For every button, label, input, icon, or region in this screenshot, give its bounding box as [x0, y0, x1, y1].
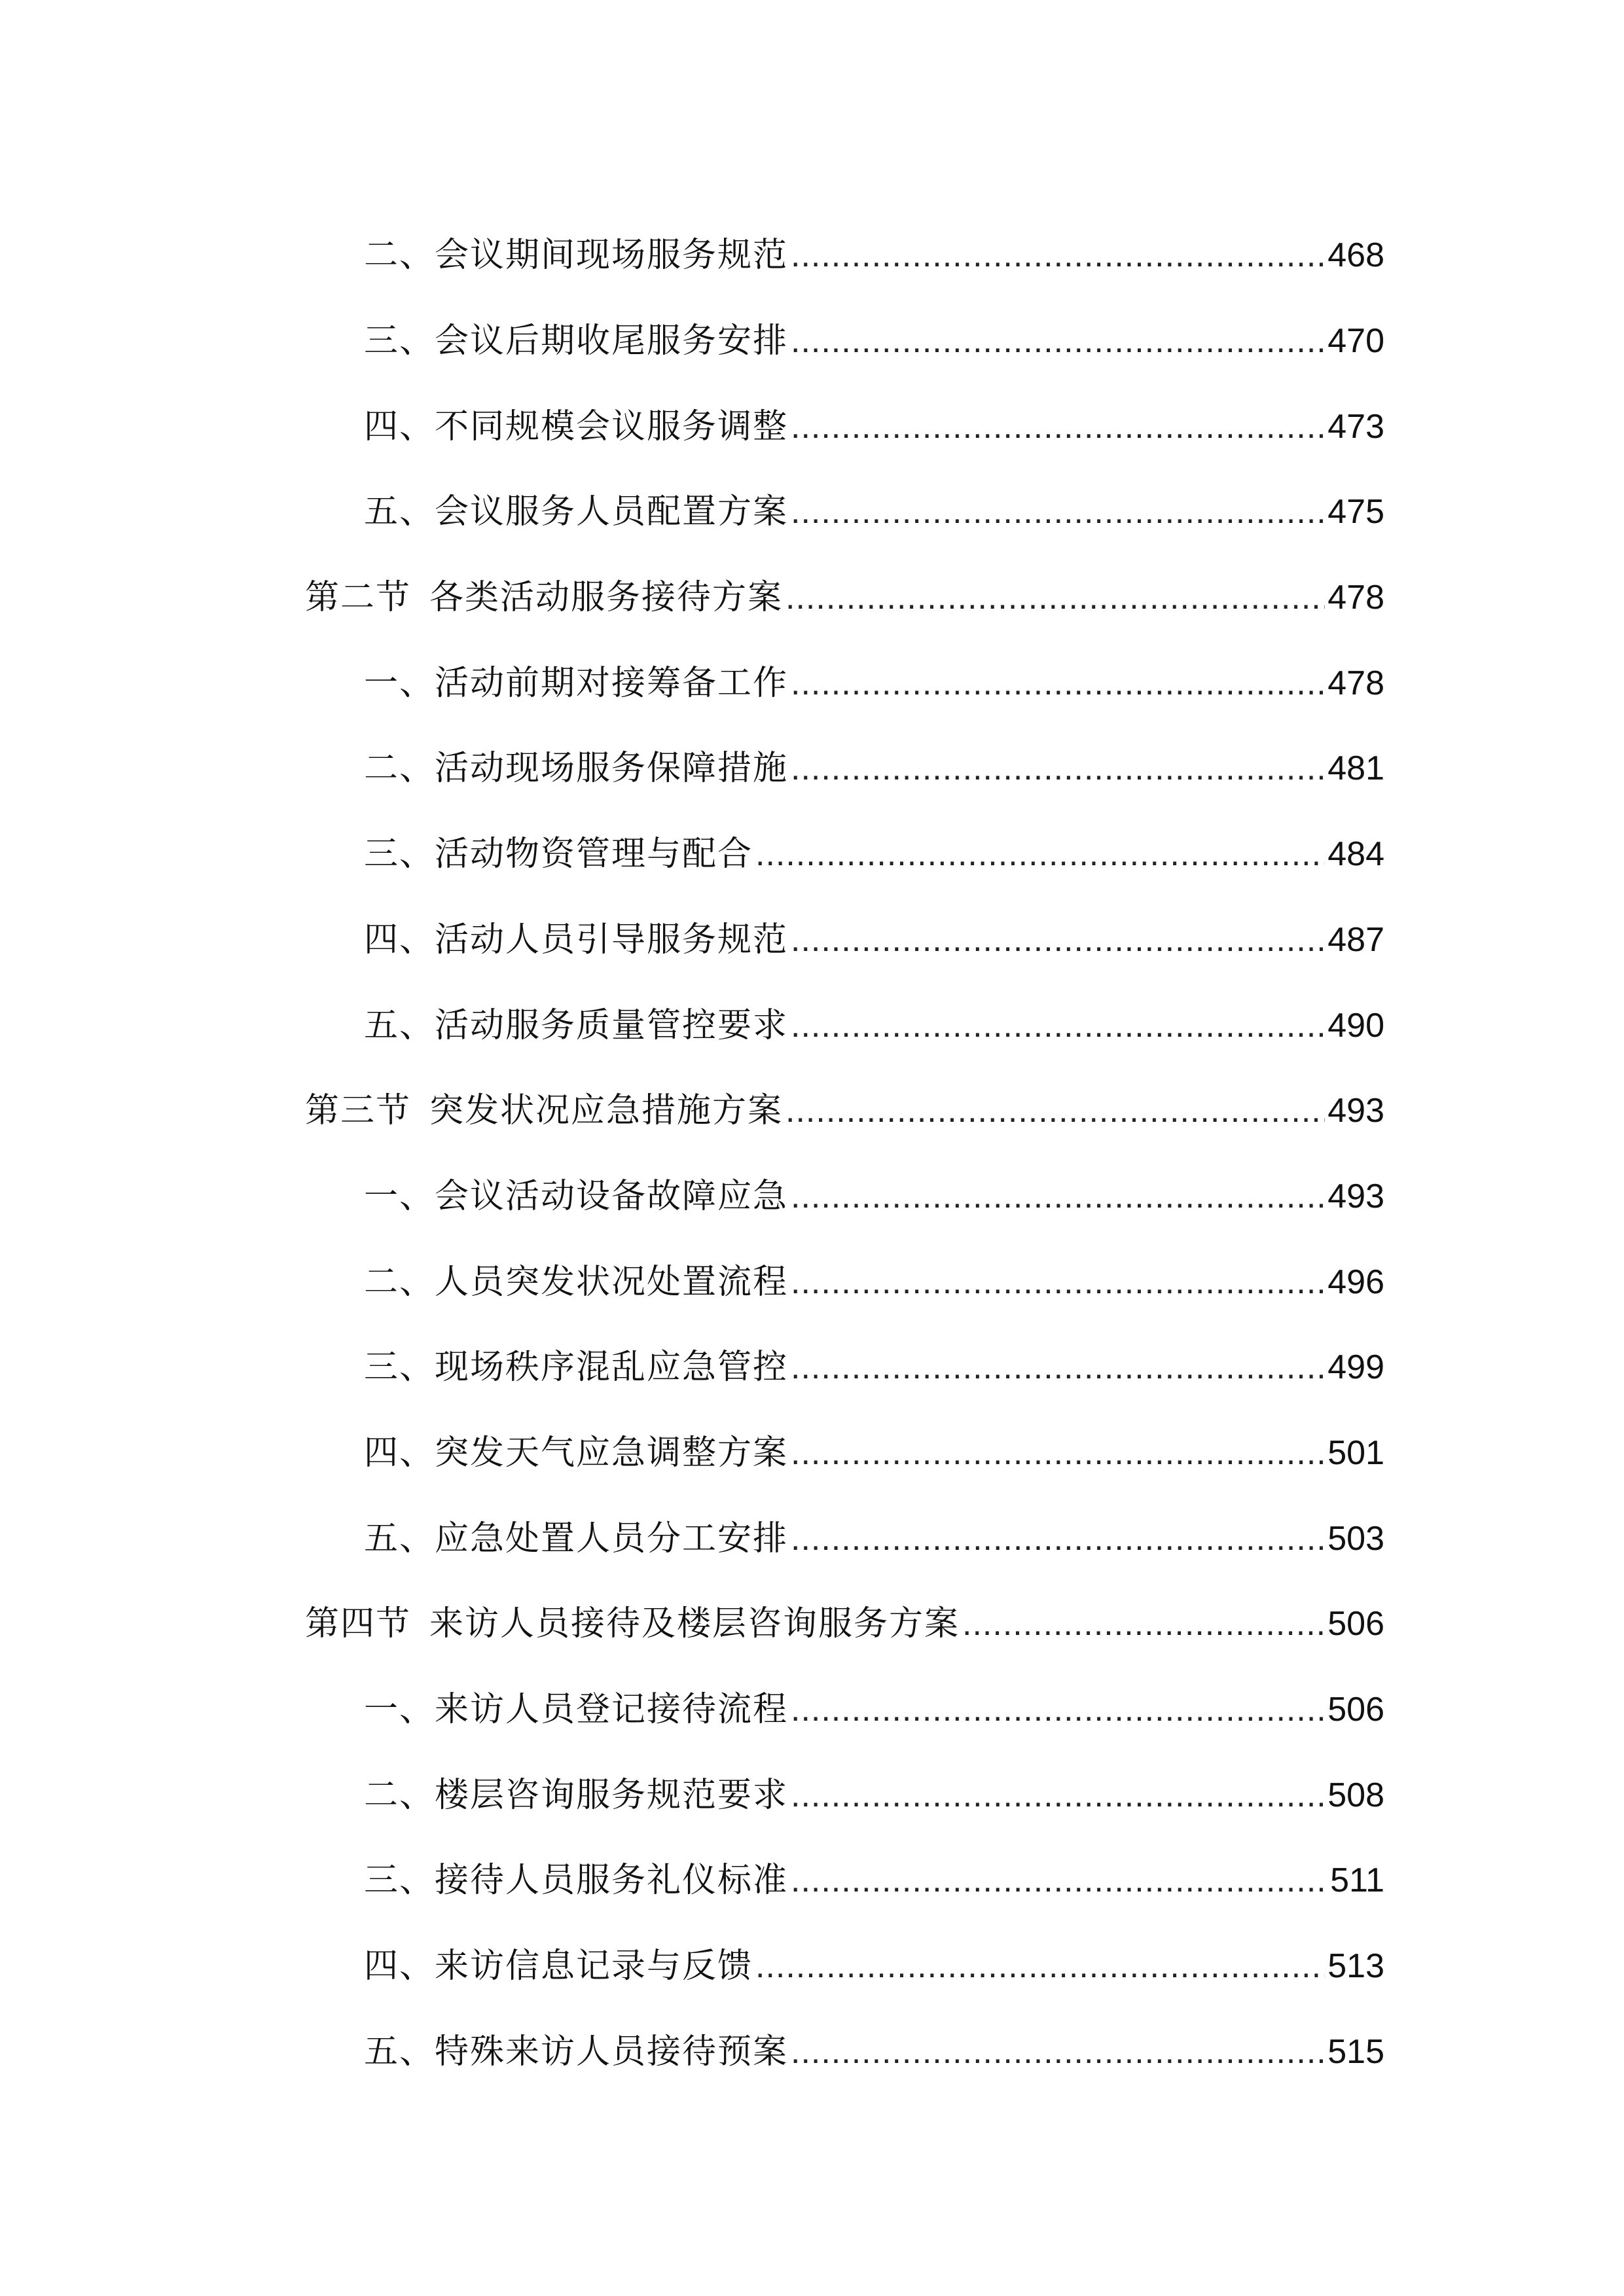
toc-entry-text: 四、来访信息记录与反馈 [364, 1946, 753, 1986]
toc-item-entry[interactable] [0, 1838, 1624, 1924]
dot-leader [791, 2024, 1325, 2079]
toc-item-entry[interactable] [0, 384, 1624, 469]
toc-entry-text: 一、来访人员登记接待流程 [364, 1690, 789, 1730]
page-number: 470 [1327, 322, 1384, 361]
dot-leader [791, 1255, 1325, 1310]
toc-entry-text: 四、不同规模会议服务调整 [364, 406, 789, 446]
dot-leader [755, 827, 1325, 882]
dot-leader [785, 1083, 1325, 1138]
toc-entry-title [364, 228, 788, 283]
toc-entry-title [364, 2024, 788, 2079]
toc-item-entry[interactable] [0, 1924, 1624, 2009]
page-number: 513 [1327, 1947, 1384, 1986]
dot-leader [791, 998, 1325, 1053]
dot-leader [785, 570, 1325, 625]
toc-entry-title [364, 1255, 788, 1310]
toc-entry-text: 突发状况应急措施方案 [429, 1091, 784, 1131]
toc-entry-text: 五、应急处置人员分工安排 [364, 1518, 789, 1558]
toc-item-entry[interactable] [0, 1325, 1624, 1410]
page-number: 478 [1327, 664, 1384, 702]
section-number: 第二节 [305, 578, 412, 618]
toc-item-entry[interactable] [0, 1154, 1624, 1240]
toc-entry-text: 五、会议服务人员配置方案 [364, 492, 789, 532]
dot-leader [791, 484, 1325, 539]
page-number: 468 [1327, 236, 1384, 275]
toc-item-entry[interactable] [0, 897, 1624, 983]
toc-entry-text: 一、会议活动设备故障应急 [364, 1176, 789, 1216]
toc-entry-text: 三、接待人员服务礼仪标准 [364, 1861, 789, 1901]
toc-entry-title [364, 912, 788, 967]
page-number: 501 [1327, 1433, 1384, 1472]
toc-entry-title [305, 1596, 960, 1651]
toc-entry-text: 二、活动现场服务保障措施 [364, 749, 789, 789]
section-number: 第三节 [305, 1091, 412, 1131]
toc-entry-title [364, 1426, 788, 1480]
toc-item-entry[interactable] [0, 726, 1624, 812]
toc-entry-title [364, 656, 788, 711]
dot-leader [791, 1340, 1325, 1395]
toc-section-entry[interactable] [0, 1068, 1624, 1154]
toc-entry-text: 四、活动人员引导服务规范 [364, 920, 789, 960]
toc-entry-text: 二、会议期间现场服务规范 [364, 236, 789, 276]
toc-section-entry[interactable] [0, 1581, 1624, 1667]
page-number: 481 [1327, 749, 1384, 788]
toc-entry-title [364, 1768, 788, 1823]
page-number: 484 [1327, 835, 1384, 874]
toc-item-entry[interactable] [0, 1410, 1624, 1496]
dot-leader [791, 1511, 1325, 1566]
toc-entry-title [364, 1511, 788, 1566]
toc-entry-title [364, 998, 788, 1053]
toc-entry-title [364, 1682, 788, 1737]
toc-entry-text: 五、特殊来访人员接待预案 [364, 2032, 789, 2072]
dot-leader [791, 228, 1325, 283]
dot-leader [791, 656, 1325, 711]
toc-item-entry[interactable] [0, 1496, 1624, 1581]
dot-leader [962, 1596, 1325, 1651]
page-number: 490 [1327, 1006, 1384, 1045]
toc-item-entry[interactable] [0, 640, 1624, 726]
dot-leader [791, 741, 1325, 796]
toc-entry-text: 三、现场秩序混乱应急管控 [364, 1348, 789, 1388]
page-number: 473 [1327, 407, 1384, 446]
toc-entry-title [364, 827, 753, 882]
toc-entry-text: 二、楼层咨询服务规范要求 [364, 1775, 789, 1815]
page-number: 478 [1327, 579, 1384, 617]
page-number: 506 [1327, 1691, 1384, 1729]
toc-entry-title [305, 570, 783, 625]
toc-entry-text: 二、人员突发状况处置流程 [364, 1262, 789, 1302]
toc-entry-title [364, 1340, 788, 1395]
dot-leader [791, 1426, 1325, 1480]
toc-entry-text: 三、活动物资管理与配合 [364, 834, 753, 874]
page-number: 511 [1330, 1861, 1384, 1900]
toc-entry-title [364, 399, 788, 454]
toc-item-entry[interactable] [0, 298, 1624, 384]
toc-entry-title [364, 741, 788, 796]
page-number: 499 [1327, 1348, 1384, 1387]
toc-entry-title [364, 314, 788, 368]
dot-leader [791, 1768, 1325, 1823]
dot-leader [791, 1169, 1325, 1224]
toc-item-entry[interactable] [0, 812, 1624, 897]
dot-leader [791, 314, 1325, 368]
dot-leader [755, 1939, 1325, 1994]
page-number: 496 [1327, 1263, 1384, 1301]
toc-entry-text: 各类活动服务接待方案 [429, 578, 784, 618]
page-number: 506 [1327, 1605, 1384, 1643]
toc-entry-text: 来访人员接待及楼层咨询服务方案 [429, 1604, 960, 1644]
dot-leader [791, 1853, 1327, 1908]
dot-leader [791, 399, 1325, 454]
page-number: 493 [1327, 1177, 1384, 1215]
toc-item-entry[interactable] [0, 1667, 1624, 1753]
section-number: 第四节 [305, 1604, 412, 1644]
toc-item-entry[interactable] [0, 982, 1624, 1068]
toc-entry-text: 一、活动前期对接筹备工作 [364, 663, 789, 703]
toc-entry-title [364, 1939, 753, 1994]
toc-entry-text: 三、会议后期收尾服务安排 [364, 321, 789, 361]
toc-entry-title [364, 1169, 788, 1224]
toc-entry-text: 五、活动服务质量管控要求 [364, 1005, 789, 1045]
page-number: 487 [1327, 920, 1384, 959]
page-number: 508 [1327, 1776, 1384, 1814]
toc-section-entry[interactable] [0, 555, 1624, 641]
toc-item-entry[interactable] [0, 213, 1624, 298]
toc-item-entry[interactable] [0, 1752, 1624, 1838]
page-number: 515 [1327, 2032, 1384, 2071]
toc-item-entry[interactable] [0, 469, 1624, 555]
dot-leader [791, 912, 1325, 967]
toc-entry-title [364, 1853, 788, 1908]
toc-entry-title [364, 484, 788, 539]
toc-item-entry[interactable] [0, 1239, 1624, 1325]
table-of-contents [0, 213, 1624, 2094]
page-number: 493 [1327, 1092, 1384, 1130]
toc-item-entry[interactable] [0, 2009, 1624, 2094]
page-number: 503 [1327, 1519, 1384, 1558]
dot-leader [791, 1682, 1325, 1737]
toc-entry-title [305, 1083, 783, 1138]
page-number: 475 [1327, 493, 1384, 531]
toc-entry-text: 四、突发天气应急调整方案 [364, 1433, 789, 1473]
